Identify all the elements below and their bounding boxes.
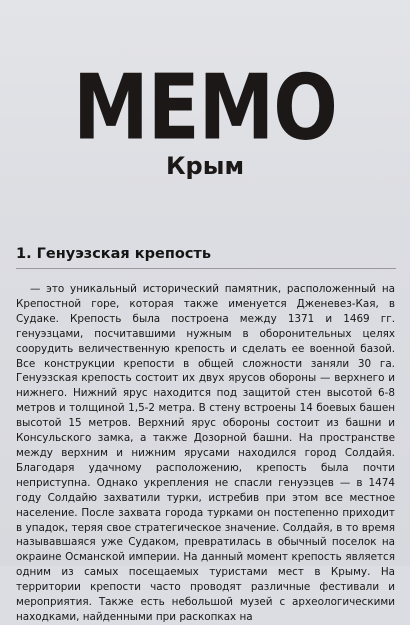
section-body-text: — это уникальный исторический памятник, расположенный на Крепостной горе, которая также именуется Дженевез-Кая, в Судаке. Крепость была построена между 1371 и 1469 гг. генуэзцами, посчитавшими нужным в оборонительных целях соорудить величественную крепость и сделать ее военной базой. Все конструкции крепости в общей сложности заняли 30 га. Генуэзская крепость состоит их двух ярусов обороны — верхнего и нижнего. Нижний ярус находится под защитой стен высотой 6-8 метров и толщиной 1,5-2 метра. В стену встроены 14 боевых башен высотой 15 метров. Верхний ярус обороны состоит из башни и Консульского замка, а также Дозорной башни. На пространстве между верхним и нижним ярусами находился город Солдайя. Благодаря удачному расположению, крепость была почти неприступна. Однако укрепления не спасли генуэзцев — в 1474 году Солдайю захватили турки, истребив при этом все местное население. После захвата города турками он постепенно приходит в упадок, теряя свое стратегическое значение. Солдайя, в то время называвшаяся уже Судаком, превратилась в обычный поселок на окраине Османской империи. На данный момент крепость является одним из самых посещаемых туристами мест в Крыму. На территории крепости часто проводят различные фестивали и мероприятия. Также есть небольшой музей с археологическими находками, найденными при раскопках на xyxy=(16,283,395,623)
section-heading: 1. Генуэзская крепость xyxy=(16,245,396,269)
brand-title: MEMO xyxy=(73,54,337,160)
page-subtitle: Крым xyxy=(165,152,245,180)
